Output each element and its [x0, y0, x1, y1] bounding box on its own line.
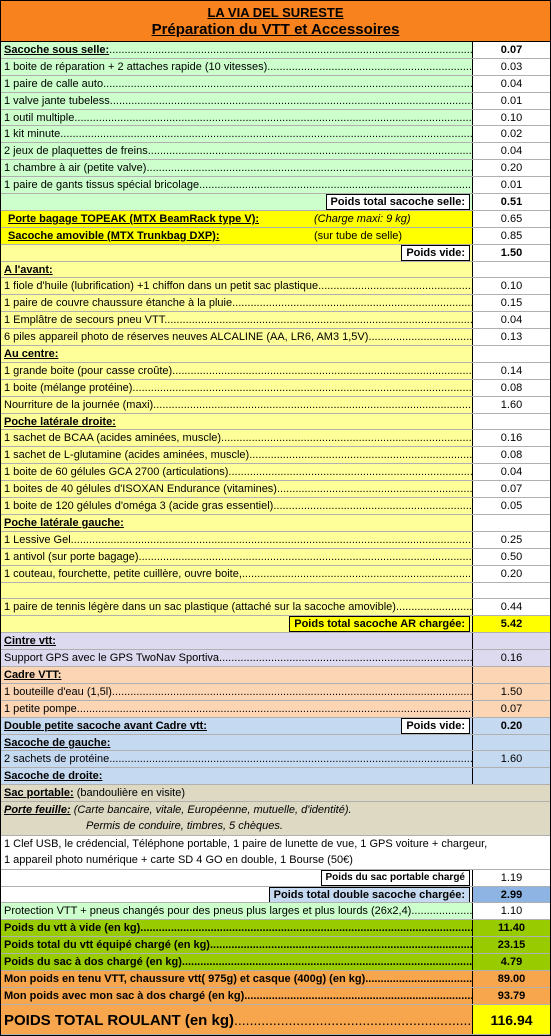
item-text: 1 boites de 40 gélules d'ISOXAN Endurance (vitamines) — [4, 483, 277, 496]
list-item — [1, 397, 550, 414]
section-label: Au centre: — [4, 348, 59, 361]
total-label: Poids total sacoche selle: — [326, 194, 471, 210]
double-vide-label: Poids vide: — [401, 718, 470, 734]
list-item — [1, 76, 550, 93]
porte-bagage-note: (Charge maxi: 9 kg) — [314, 212, 411, 225]
list-item — [1, 380, 550, 397]
section-label: Sacoche de droite: — [4, 770, 103, 783]
item-text: 1 antivol (sur porte bagage) — [4, 550, 139, 563]
list-item — [1, 177, 550, 194]
total-value: 0.51 — [472, 194, 550, 210]
section-sac-gauche — [1, 735, 550, 752]
porte-feuille-row — [1, 802, 550, 836]
item-text: 1 fiole d'huile (lubrification) +1 chiffon dans un petit sac plastique — [4, 280, 319, 293]
item-value: 0.01 — [472, 93, 550, 109]
porte-bagage-label: Porte bagage TOPEAK (MTX BeamRack type V): — [8, 212, 260, 225]
list-item — [1, 110, 550, 127]
section-centre — [1, 346, 550, 363]
list-item — [1, 684, 550, 701]
protection-row — [1, 903, 550, 920]
summary-row — [1, 954, 550, 971]
item-value: 0.03 — [472, 59, 550, 75]
list-item — [1, 430, 550, 447]
item-text: 1 paire de gants tissus spécial bricolage — [4, 179, 200, 192]
list-item — [1, 329, 550, 346]
item-value: 0.20 — [472, 566, 550, 582]
sheet-title: LA VIA DEL SURESTE — [207, 5, 344, 20]
item-value: 0.08 — [472, 380, 550, 396]
tennis-row — [1, 599, 550, 616]
double-total-row — [1, 887, 550, 904]
section-label: Poche latérale gauche: — [4, 516, 124, 529]
double-total-label: Poids total double sacoche chargée: — [269, 887, 470, 903]
summary-text: Mon poids avec mon sac à dos chargé (en kg) — [4, 989, 245, 1002]
total-value: 5.42 — [472, 616, 550, 632]
double-vide-value: 0.20 — [472, 718, 550, 734]
section-label: Cintre vtt: — [4, 635, 56, 648]
item-value: 0.04 — [472, 464, 550, 480]
item-text: 1 couteau, fourchette, petite cuillère, ouvre boite, — [4, 567, 242, 580]
summary-text: Poids du vtt à vide (en kg) — [4, 922, 141, 935]
summary-row — [1, 988, 550, 1005]
spacer-row — [1, 583, 550, 600]
grand-total-value: 116.94 — [472, 1005, 550, 1034]
sac-portable-label: Sac portable: — [4, 787, 74, 800]
porte-bagage-row — [1, 211, 550, 228]
list-item — [1, 126, 550, 143]
total-sacoche-selle — [1, 194, 550, 211]
item-text: 1 sachet de L-glutamine (acides aminées, muscle) — [4, 449, 250, 462]
item-text: Nourriture de la journée (maxi) — [4, 398, 154, 411]
section-value: 0.07 — [472, 42, 550, 58]
sac-portable-row — [1, 785, 550, 802]
item-text: 1 boite (mélange protéine) — [4, 381, 133, 394]
summary-value: 4.79 — [472, 954, 550, 970]
item-value: 0.04 — [472, 312, 550, 328]
list-item — [1, 498, 550, 515]
item-text: 1 Emplâtre de secours pneu VTT — [4, 314, 165, 327]
item-text: 1 outil multiple — [4, 111, 75, 124]
section-label: Cadre VTT: — [4, 668, 62, 681]
total-label: Poids total sacoche AR chargée: — [289, 616, 470, 632]
item-value: 0.44 — [472, 599, 550, 615]
item-text: 1 Lessive Gel — [4, 533, 71, 546]
list-item — [1, 532, 550, 549]
item-value: 1.50 — [472, 684, 550, 700]
sac-portable-note: (bandoulière en visite) — [76, 787, 185, 800]
sac-portable-total-row — [1, 870, 550, 887]
item-value: 0.01 — [472, 177, 550, 193]
item-value: 0.02 — [472, 126, 550, 142]
item-text: 6 piles appareil photo de réserves neuves ALCALINE (AA, LR6, AM3 1,5V) — [4, 331, 369, 344]
poids-vide-value: 1.50 — [472, 245, 550, 261]
item-value: 0.10 — [472, 278, 550, 294]
list-item — [1, 143, 550, 160]
summary-value: 93.79 — [472, 988, 550, 1004]
item-text: 1 petite pompe — [4, 702, 77, 715]
grand-total-row — [1, 1005, 550, 1035]
list-item — [1, 701, 550, 718]
usb-line1: 1 Clef USB, le crédencial, Téléphone portable, 1 paire de lunette de vue, 1 GPS voiture + chargeur, — [4, 837, 488, 850]
item-text: 1 paire de couvre chaussure étanche à la pluie — [4, 297, 233, 310]
list-item — [1, 481, 550, 498]
summary-text: Poids du sac à dos chargé (en kg) — [4, 956, 182, 969]
item-text: 1 chambre à air (petite valve) — [4, 162, 147, 175]
summary-row — [1, 937, 550, 954]
item-text: 1 boite de réparation + 2 attaches rapide (10 vitesses) — [4, 60, 268, 73]
item-text: 1 sachet de BCAA (acides aminées, muscle) — [4, 432, 222, 445]
section-label: Sacoche de gauche: — [4, 736, 111, 749]
protection-text: Protection VTT + pneus changés pour des pneus plus larges et plus lourds (26x2,4) — [4, 905, 412, 918]
summary-value: 89.00 — [472, 971, 550, 987]
list-item — [1, 447, 550, 464]
total-sacoche-ar — [1, 616, 550, 633]
item-value: 0.16 — [472, 650, 550, 666]
item-value: 0.13 — [472, 329, 550, 345]
porte-bagage-value: 0.65 — [472, 211, 550, 227]
item-text: 1 paire de calle auto — [4, 77, 104, 90]
list-item — [1, 464, 550, 481]
double-sacoche-label: Double petite sacoche avant Cadre vtt: — [4, 719, 207, 732]
grand-total-label: POIDS TOTAL ROULANT (en kg) — [4, 1011, 235, 1029]
item-value: 0.14 — [472, 363, 550, 379]
item-text: 1 kit minute — [4, 128, 61, 141]
list-item — [1, 59, 550, 76]
item-value: 0.15 — [472, 295, 550, 311]
item-value: 0.20 — [472, 160, 550, 176]
sacoche-amovible-row — [1, 228, 550, 245]
sheet-subtitle: Préparation du VTT et Accessoires — [151, 21, 400, 38]
sheet-header — [1, 1, 550, 42]
sacoche-amovible-label: Sacoche amovible (MTX Trunkbag DXP): — [8, 229, 220, 242]
double-sacoche-row — [1, 718, 550, 735]
sac-portable-total-value: 1.19 — [472, 870, 550, 886]
item-value: 0.08 — [472, 447, 550, 463]
item-value: 1.60 — [472, 751, 550, 767]
item-value: 0.25 — [472, 532, 550, 548]
summary-value: 11.40 — [472, 920, 550, 936]
cintre-item — [1, 650, 550, 667]
item-text: 1 grande boite (pour casse croûte) — [4, 364, 173, 377]
item-text: 1 boite de 120 gélules d'oméga 3 (acide gras essentiel) — [4, 500, 274, 513]
poids-vide-label: Poids vide: — [401, 245, 470, 261]
summary-row — [1, 920, 550, 937]
section-avant — [1, 262, 550, 279]
sacoche-amovible-note: (sur tube de selle) — [314, 229, 403, 242]
porte-feuille-line1: (Carte bancaire, vitale, Européenne, mutuelle, d'identité). — [73, 804, 352, 817]
list-item — [1, 566, 550, 583]
list-item — [1, 363, 550, 380]
list-item — [1, 295, 550, 312]
list-item — [1, 312, 550, 329]
section-sac-droite — [1, 768, 550, 785]
item-value: 0.04 — [472, 76, 550, 92]
summary-text: Poids total du vtt équipé chargé (en kg) — [4, 939, 210, 952]
usb-line2: 1 appareil photo numérique + carte SD 4 GO en double, 1 Bourse (50€) — [4, 853, 353, 866]
item-value: 0.50 — [472, 549, 550, 565]
item-value: 0.04 — [472, 143, 550, 159]
item-value: 0.07 — [472, 481, 550, 497]
item-value: 0.16 — [472, 430, 550, 446]
section-label: Poche latérale droite: — [4, 415, 116, 428]
protection-value: 1.10 — [472, 903, 550, 919]
section-label: Sacoche sous selle: — [4, 44, 110, 56]
sac-gauche-item — [1, 751, 550, 768]
section-poche-droite — [1, 414, 550, 431]
item-text: 1 valve jante tubeless — [4, 94, 110, 107]
item-text: 2 jeux de plaquettes de freins — [4, 145, 148, 158]
item-text: 2 sachets de protéine — [4, 753, 110, 766]
sacoche-amovible-value: 0.85 — [472, 228, 550, 244]
porte-feuille-label: Porte feuille: — [4, 804, 71, 817]
summary-row — [1, 971, 550, 988]
section-label: A l'avant: — [4, 263, 53, 276]
list-item — [1, 549, 550, 566]
usb-row — [1, 836, 550, 870]
item-value: 1.60 — [472, 397, 550, 413]
summary-value: 23.15 — [472, 937, 550, 953]
item-text: 1 paire de tennis légère dans un sac plastique (attaché sur la sacoche amovible) — [4, 601, 396, 614]
item-value: 0.05 — [472, 498, 550, 514]
sac-portable-total-label: Poids du sac portable chargé — [321, 870, 470, 886]
item-text: 1 boite de 60 gélules GCA 2700 (articulations) — [4, 466, 229, 479]
section-poche-gauche — [1, 515, 550, 532]
porte-feuille-line2: Permis de conduire, timbres, 5 chèques. — [86, 820, 283, 833]
item-text: 1 bouteille d'eau (1,5l) — [4, 685, 112, 698]
section-sacoche-selle — [1, 42, 550, 59]
list-item — [1, 93, 550, 110]
summary-text: Mon poids en tenu VTT, chaussure vtt( 975g) et casque (400g) (en kg) — [4, 973, 366, 986]
section-cintre — [1, 633, 550, 650]
double-total-value: 2.99 — [472, 887, 550, 903]
item-value: 0.10 — [472, 110, 550, 126]
list-item — [1, 278, 550, 295]
poids-vide-row — [1, 245, 550, 262]
section-cadre — [1, 667, 550, 684]
item-value: 0.07 — [472, 701, 550, 717]
list-item — [1, 160, 550, 177]
item-text: Support GPS avec le GPS TwoNav Sportiva — [4, 652, 220, 665]
